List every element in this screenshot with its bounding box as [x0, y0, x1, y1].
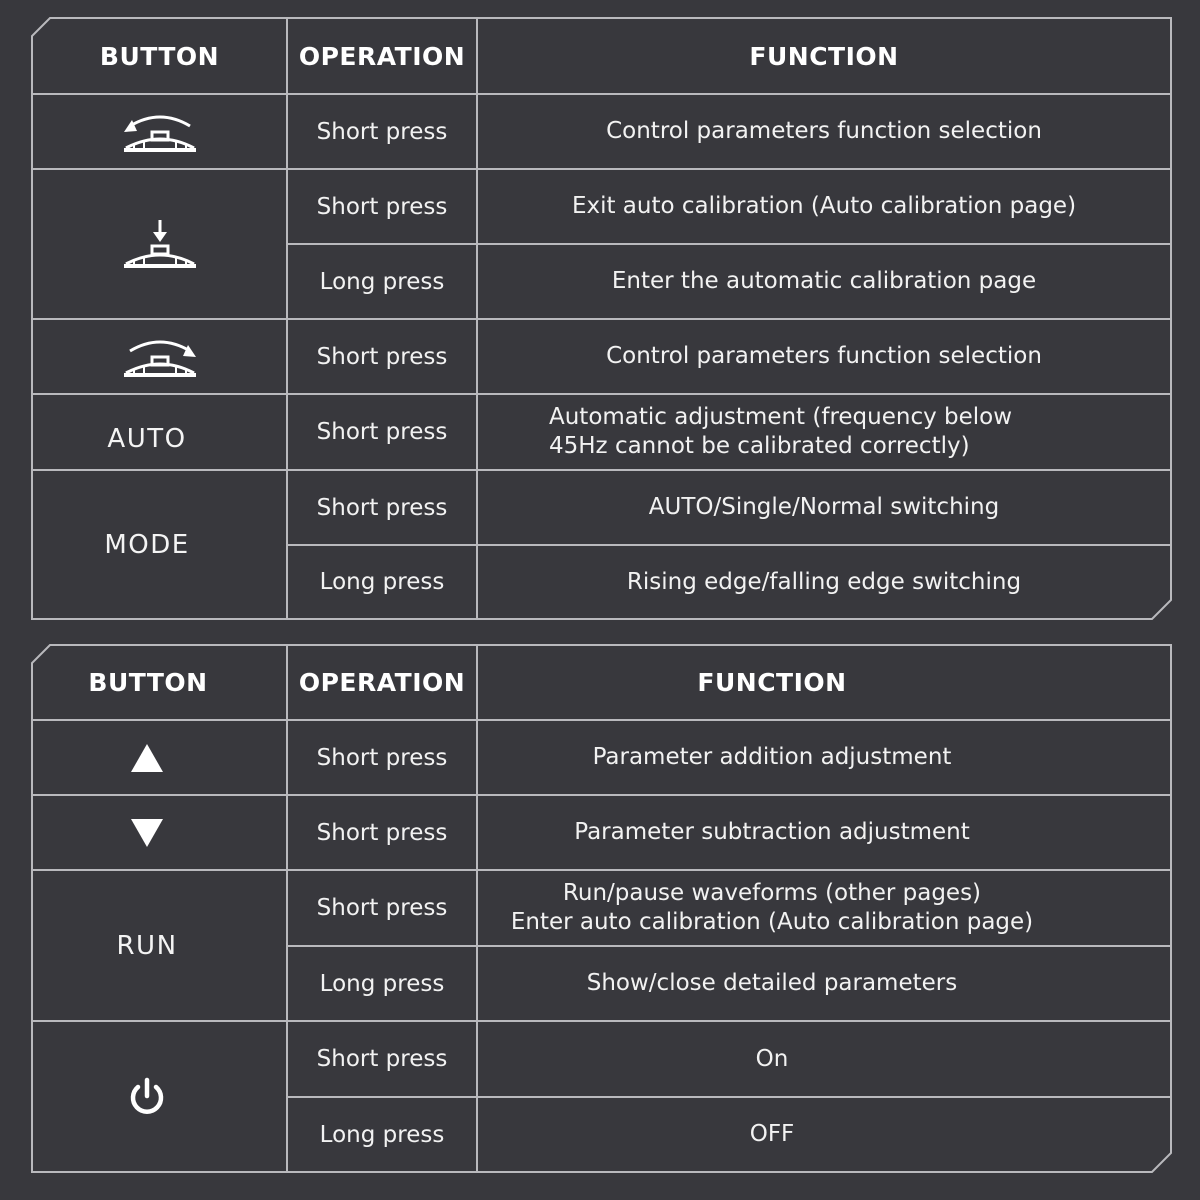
operation-text: Short press — [316, 419, 448, 445]
operation-text: Long press — [319, 1121, 445, 1148]
header-button: BUTTON — [88, 668, 208, 697]
run-button-label: RUN — [116, 930, 178, 961]
power-icon — [32, 1021, 262, 1172]
auto-button-label: AUTO — [107, 424, 187, 454]
knob-rotate-left-icon — [32, 94, 287, 169]
header-button: BUTTON — [99, 41, 220, 71]
mode-button-label: MODE — [104, 529, 190, 560]
function-text: OFF — [749, 1121, 795, 1147]
operation-text: Short press — [316, 744, 448, 771]
knob-press-icon — [32, 169, 287, 319]
function-text: Control parameters function selection — [606, 343, 1042, 369]
function-text: Parameter subtraction adjustment — [574, 819, 970, 845]
function-text: AUTO/Single/Normal switching — [648, 494, 1000, 520]
knob-rotate-right-icon — [32, 319, 287, 394]
triangle-up-icon — [32, 720, 262, 795]
function-text: Enter the automatic calibration page — [611, 268, 1037, 294]
function-text: Parameter addition adjustment — [592, 744, 952, 770]
operation-text: Long press — [319, 569, 445, 595]
function-text: Show/close detailed parameters — [586, 970, 958, 996]
operation-text: Short press — [316, 494, 448, 521]
header-operation: OPERATION — [298, 668, 466, 697]
header-function: FUNCTION — [697, 668, 847, 697]
operation-text: Short press — [316, 819, 448, 846]
function-text: On — [755, 1045, 789, 1072]
function-text: Rising edge/falling edge switching — [626, 568, 1022, 595]
function-text: Automatic adjustment (frequency below 45Hz cannot be calibrated correctly) — [549, 404, 1013, 459]
operation-text: Short press — [316, 895, 448, 921]
operation-text: Short press — [316, 118, 448, 145]
function-text: Exit auto calibration (Auto calibration page) — [571, 193, 1077, 219]
header-function: FUNCTION — [749, 41, 899, 71]
operation-text: Short press — [316, 1046, 448, 1072]
operation-text: Long press — [319, 970, 445, 997]
operation-text: Short press — [316, 193, 448, 220]
header-operation: OPERATION — [298, 41, 466, 71]
function-text: Run/pause waveforms (other pages) Enter auto calibration (Auto calibration page) — [510, 880, 1034, 935]
function-text: Control parameters function selection — [606, 118, 1042, 144]
triangle-down-icon — [32, 795, 262, 870]
operation-text: Short press — [316, 343, 448, 370]
operation-text: Long press — [319, 268, 445, 295]
